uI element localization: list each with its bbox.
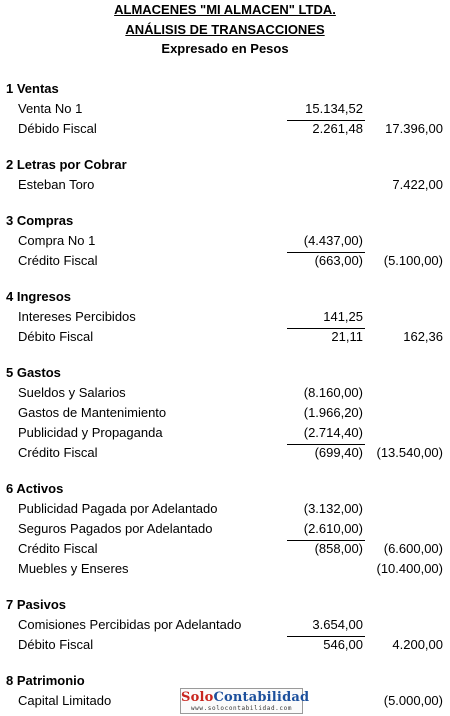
- row-amount: (858,00): [314, 541, 363, 556]
- row-amount: (663,00): [314, 253, 363, 268]
- row-total: 7.422,00: [392, 177, 443, 192]
- row-label: Débido Fiscal: [18, 121, 97, 136]
- section-title-pasivos: 7 Pasivos: [6, 597, 66, 612]
- row-label: Publicidad y Propaganda: [18, 425, 163, 440]
- row-total: (6.600,00): [383, 541, 443, 556]
- section-title-ingresos: 4 Ingresos: [6, 289, 72, 304]
- row-total: 17.396,00: [385, 121, 443, 136]
- row-amount: 141,25: [323, 309, 363, 324]
- row-total: (10.400,00): [376, 561, 443, 576]
- solocontabilidad-logo: [180, 688, 310, 714]
- row-amount: 2.261,48: [312, 121, 363, 136]
- row-label: Comisiones Percibidas por Adelantado: [18, 617, 242, 632]
- section-title-gastos: 5 Gastos: [6, 365, 61, 380]
- row-label: Sueldos y Salarios: [18, 385, 126, 400]
- row-label: Compra No 1: [18, 233, 96, 248]
- row-label: Crédito Fiscal: [18, 445, 98, 460]
- row-total: (13.540,00): [376, 445, 443, 460]
- row-label: Esteban Toro: [18, 177, 95, 192]
- row-amount: (699,40): [314, 445, 363, 460]
- row-amount: (4.437,00): [303, 233, 363, 248]
- row-amount: (2.610,00): [303, 521, 363, 536]
- row-label: Publicidad Pagada por Adelantado: [18, 501, 218, 516]
- row-total: 162,36: [403, 329, 443, 344]
- report-title: ANÁLISIS DE TRANSACCIONES: [125, 22, 325, 37]
- row-label: Gastos de Mantenimiento: [18, 405, 167, 420]
- row-amount: 15.134,52: [305, 101, 363, 116]
- row-label: Débito Fiscal: [18, 329, 94, 344]
- section-title-compras: 3 Compras: [6, 213, 74, 228]
- row-total: (5.100,00): [383, 253, 443, 268]
- logo-url: www.solocontabilidad.com: [190, 705, 293, 712]
- row-label: Crédito Fiscal: [18, 253, 98, 268]
- logo-brand: SoloContabilidad: [181, 690, 310, 705]
- row-amount: (2.714,40): [303, 425, 363, 440]
- row-amount: (3.132,00): [303, 501, 363, 516]
- section-title-letras: 2 Letras por Cobrar: [6, 157, 127, 172]
- row-amount: 546,00: [323, 637, 363, 652]
- row-total: 4.200,00: [392, 637, 443, 652]
- row-label: Crédito Fiscal: [18, 541, 98, 556]
- row-label: Muebles y Enseres: [18, 561, 129, 576]
- report-subtitle: Expresado en Pesos: [161, 41, 289, 56]
- row-label: Venta No 1: [18, 101, 83, 116]
- row-label: Intereses Percibidos: [18, 309, 136, 324]
- row-amount: 21,11: [331, 329, 363, 344]
- row-label: Seguros Pagados por Adelantado: [18, 521, 213, 536]
- section-title-ventas: 1 Ventas: [6, 81, 59, 96]
- row-total: (5.000,00): [383, 693, 443, 708]
- row-label: Capital Limitado: [18, 693, 112, 708]
- row-label: Débito Fiscal: [18, 637, 94, 652]
- section-title-patrimonio: 8 Patrimonio: [6, 673, 85, 688]
- row-amount: (8.160,00): [303, 385, 363, 400]
- section-title-activos: 6 Activos: [6, 481, 64, 496]
- row-amount: (1.966,20): [303, 405, 363, 420]
- company-name: ALMACENES "MI ALMACEN" LTDA.: [114, 2, 336, 17]
- row-amount: 3.654,00: [312, 617, 363, 632]
